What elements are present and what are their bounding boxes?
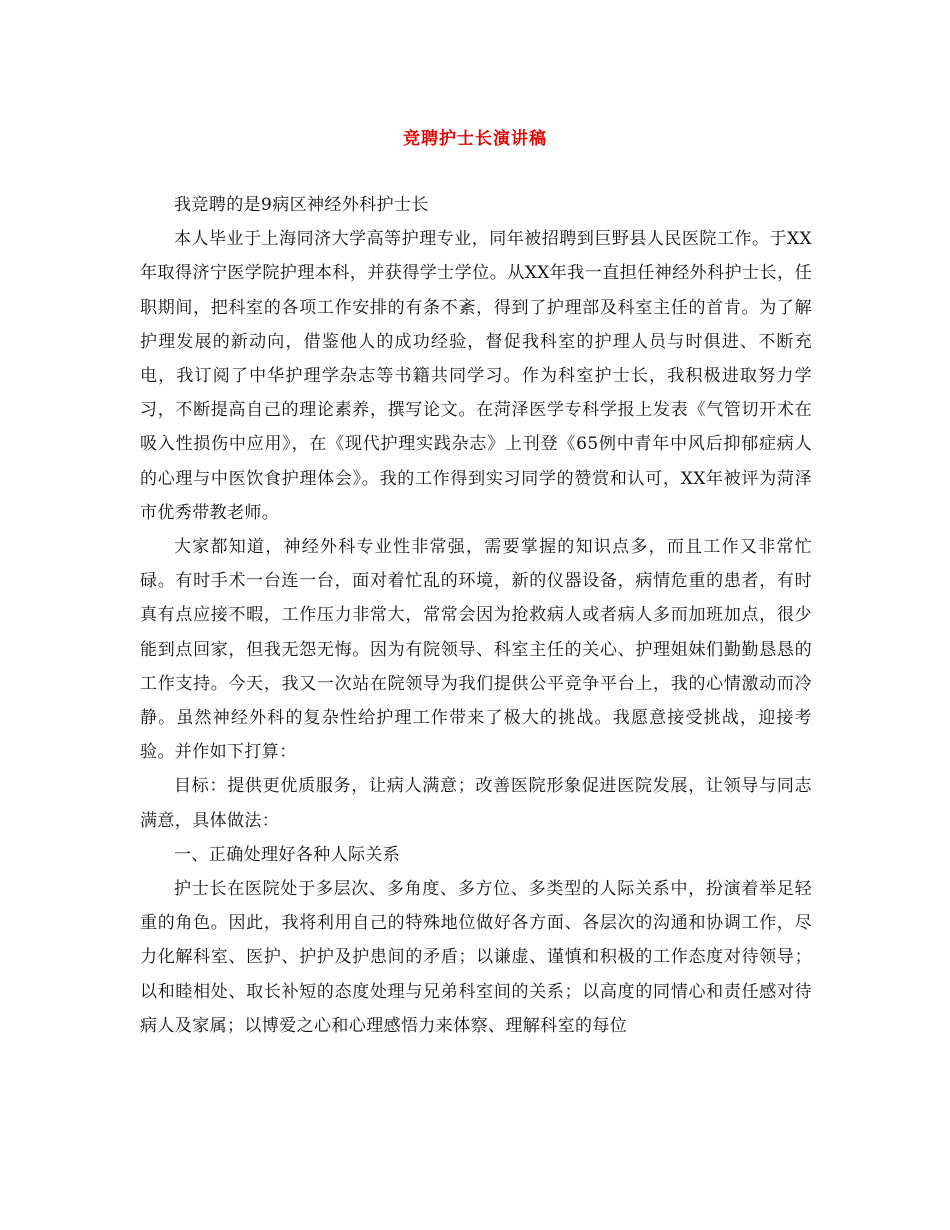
paragraph-relations: 护士长在医院处于多层次、多角度、多方位、多类型的人际关系中，扮演着举足轻重的角色。因此，我将利用自己的特殊地位做好各方面、各层次的沟通和协调工作，尽力化解科室、医护、护护及护患间的矛盾；以谦虚、谨慎和积极的工作态度对待领导；以和睦相处、取长补短的态度处理与兄弟科室间的关系；以高度的同情心和责任感对待病人及家属；以博爱之心和心理感悟力来体察、理解科室的每位 (140, 879, 812, 1036)
document-body (140, 188, 812, 1043)
paragraph-goals: 目标：提供更优质服务，让病人满意；改善医院形象促进医院发展，让领导与同志满意，具体做法： (140, 776, 812, 831)
section-heading-relations: 一、正确处理好各种人际关系 (174, 844, 401, 865)
paragraph-department-work: 大家都知道，神经外科专业性非常强，需要掌握的知识点多，而且工作又非常忙碌。有时手术一台连一台，面对着忙乱的环境，新的仪器设备，病情危重的患者，有时真有点应接不暇，工作压力非常大，常常会因为抢救病人或者病人多而加班加点，很少能到点回家，但我无怨无悔。因为有院领导、科室主任的关心、护理姐妹们勤勤恳恳的工作支持。今天，我又一次站在院领导为我们提供公平竞争平台上，我的心情激动而冷静。虽然神经外科的复杂性给护理工作带来了极大的挑战。我愿意接受挑战，迎接考验。并作如下打算： (140, 537, 812, 763)
document-title: 竞聘护士长演讲稿 (403, 129, 547, 149)
paragraph-background: 本人毕业于上海同济大学高等护理专业，同年被招聘到巨野县人民医院工作。于XX年取得济宁医学院护理本科，并获得学士学位。从XX年我一直担任神经外科护士长，任职期间，把科室的各项工作安排的有条不紊，得到了护理部及科室主任的首肯。为了解护理发展的新动向，借鉴他人的成功经验，督促我科室的护理人员与时俱进、不断充电，我订阅了中华护理学杂志等书籍共同学习。作为科室护士长，我积极进取努力学习，不断提高自己的理论素养，撰写论文。在菏泽医学专科学报上发表《气管切开术在吸入性损伤中应用》，在《现代护理实践杂志》上刊登《65例中青年中风后抑郁症病人的心理与中医饮食护理体会》。我的工作得到实习同学的赞赏和认可，XX年被评为菏泽市优秀带教老师。 (140, 229, 812, 523)
paragraph-applied-position: 我竞聘的是9病区神经外科护士长 (174, 195, 429, 215)
